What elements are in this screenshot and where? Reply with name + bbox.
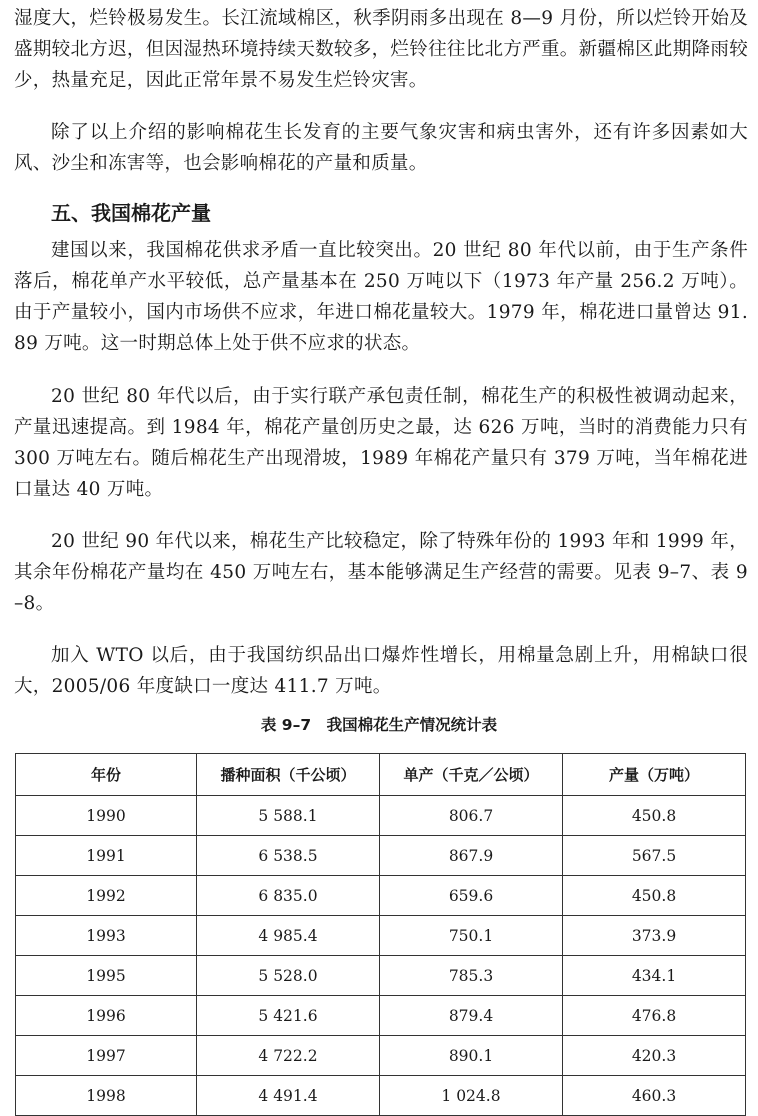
table-row [16, 836, 746, 876]
paragraph-pre-1980s: 建国以来，我国棉花供求矛盾一直比较突出。20 世纪 80 年代以前，由于生产条件落后，棉花单产水平较低，总产量基本在 250 万吨以下（1973 年产量 256.2 万吨）。由于产量较小，国内市场供不应求，年进口棉花量较大。1979 年，棉花进口量曾达 91.89 万吨。这一时期总体上处于供不应求的状态。 [14, 240, 748, 354]
cotton-production-table [15, 753, 746, 1116]
cell-area: 5 588.1 [197, 796, 380, 836]
cell-year: 1998 [16, 1076, 197, 1116]
cell-yield: 659.6 [380, 876, 563, 916]
cell-output: 420.3 [563, 1036, 746, 1076]
cell-area: 6 835.0 [197, 876, 380, 916]
paragraph-1980s: 20 世纪 80 年代以后，由于实行联产承包责任制，棉花生产的积极性被调动起来，产量迅速提高。到 1984 年，棉花产量创历史之最，达 626 万吨，当时的消费能力只有 300 万吨左右。随后棉花生产出现滑坡，1989 年棉花产量只有 379 万吨，当年棉花进口量达 40 万吨。 [14, 386, 748, 500]
cell-output: 434.1 [563, 956, 746, 996]
table-row [16, 996, 746, 1036]
cell-year: 1992 [16, 876, 197, 916]
cell-area: 6 538.5 [197, 836, 380, 876]
cell-year: 1997 [16, 1036, 197, 1076]
cell-yield: 1 024.8 [380, 1076, 563, 1116]
cell-area: 4 985.4 [197, 916, 380, 956]
cell-output: 476.8 [563, 996, 746, 1036]
paragraph-rot-boll-regions: 湿度大，烂铃极易发生。长江流域棉区，秋季阴雨多出现在 8—9 月份，所以烂铃开始及盛期较北方迟，但因湿热环境持续天数较多，烂铃往往比北方严重。新疆棉区此期降雨较少，热量充足，因此正常年景不易发生烂铃灾害。 [14, 8, 748, 91]
cell-year: 1991 [16, 836, 197, 876]
section-heading: 五、我国棉花产量 [51, 201, 211, 225]
cell-output: 460.3 [563, 1076, 746, 1116]
table-row [16, 1036, 746, 1076]
cell-year: 1995 [16, 956, 197, 996]
table-row [16, 796, 746, 836]
paragraph-1990s: 20 世纪 90 年代以来，棉花生产比较稳定，除了特殊年份的 1993 年和 1999 年，其余年份棉花产量均在 450 万吨左右，基本能够满足生产经营的需要。见表 9–7、表 9–8。 [14, 531, 748, 614]
table-row [16, 916, 746, 956]
cell-yield: 890.1 [380, 1036, 563, 1076]
header-year: 年份 [16, 754, 197, 796]
cell-area: 4 491.4 [197, 1076, 380, 1116]
table-header-row [16, 754, 746, 796]
cell-year: 1993 [16, 916, 197, 956]
cell-year: 1996 [16, 996, 197, 1036]
cell-yield: 750.1 [380, 916, 563, 956]
header-output: 产量（万吨） [563, 754, 746, 796]
cell-output: 373.9 [563, 916, 746, 956]
cell-output: 450.8 [563, 876, 746, 916]
cell-yield: 785.3 [380, 956, 563, 996]
cell-output: 450.8 [563, 796, 746, 836]
paragraph-wto: 加入 WTO 以后，由于我国纺织品出口爆炸性增长，用棉量急剧上升，用棉缺口很大，2005/06 年度缺口一度达 411.7 万吨。 [14, 645, 748, 697]
cell-area: 5 421.6 [197, 996, 380, 1036]
header-area: 播种面积（千公顷） [197, 754, 380, 796]
cell-year: 1990 [16, 796, 197, 836]
cell-output: 567.5 [563, 836, 746, 876]
table-row [16, 876, 746, 916]
header-yield: 单产（千克／公顷） [380, 754, 563, 796]
cell-area: 5 528.0 [197, 956, 380, 996]
cell-area: 4 722.2 [197, 1036, 380, 1076]
table-row [16, 1076, 746, 1116]
cell-yield: 867.9 [380, 836, 563, 876]
cell-yield: 806.7 [380, 796, 563, 836]
table-caption: 表 9–7 我国棉花生产情况统计表 [260, 716, 498, 734]
table-row [16, 956, 746, 996]
paragraph-other-factors: 除了以上介绍的影响棉花生长发育的主要气象灾害和病虫害外，还有许多因素如大风、沙尘和冻害等，也会影响棉花的产量和质量。 [14, 122, 748, 174]
cell-yield: 879.4 [380, 996, 563, 1036]
